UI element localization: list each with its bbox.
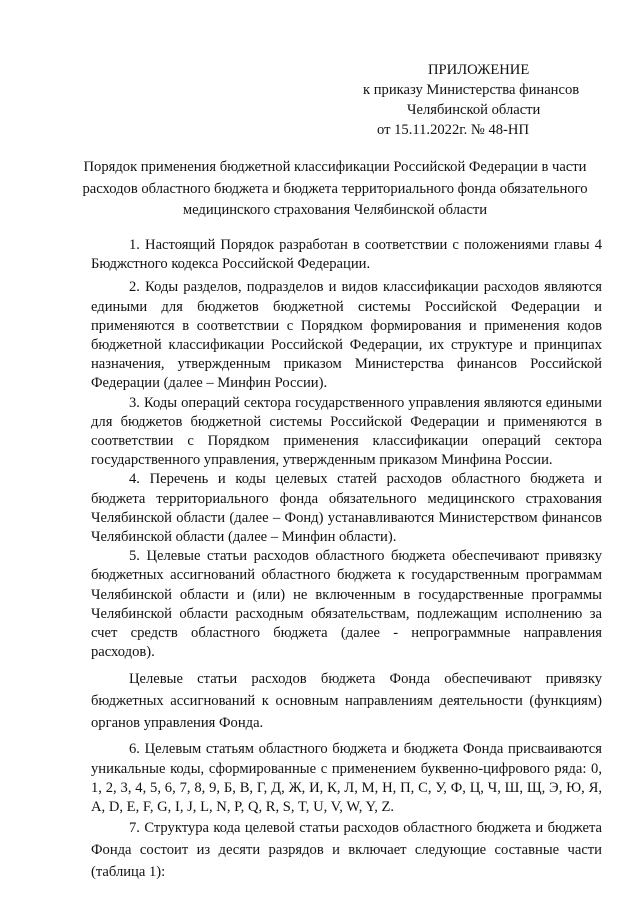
appendix-order-date: от 15.11.2022г. № 48-НП bbox=[377, 122, 530, 138]
paragraph-2: 2. Коды разделов, подразделов и видов классификации расходов являются едиными для бюджетов бюджетной системы Российской Федерации и применяются в соответствии с Порядком формирования и применения кодов бюджетной классификации Российской Федерации, их структуре и принципах назначения, утвержденным приказом Министерства финансов Российской Федерации (далее – Минфин России). bbox=[91, 279, 602, 392]
appendix-region: Челябинской области bbox=[407, 102, 541, 118]
paragraph-6: 6. Целевым статьям областного бюджета и бюджета Фонда присваиваются уникальные коды, сформированные с применением буквенно-цифрового ряда: 0, 1, 2, 3, 4, 5, 6, 7, 8, 9, Б, В, Г, Д, Ж, И, К, Л, М, Н, П, С, У, Ф, Ц, Ч, Ш, Щ, Э, Ю, Я, A, D, E, F, G, I, J, L, N, P, Q, R, S, T, U, V, W, Y, Z. bbox=[91, 741, 602, 816]
paragraph-4: 4. Перечень и коды целевых статей расходов областного бюджета и бюджета территориального фонда обязательного медицинского страхования Челябинской области (далее – Фонд) устанавливаются Министерством финансов Челябинской области (далее – Минфин области). bbox=[91, 471, 602, 546]
document-body bbox=[91, 236, 602, 883]
appendix-order-ref: к приказу Министерства финансов bbox=[363, 82, 580, 98]
paragraph-1: 1. Настоящий Порядок разработан в соответствии с положениями главы 4 Бюджстного кодекса Российской Федерации. bbox=[91, 237, 602, 273]
appendix-header bbox=[340, 60, 600, 140]
paragraph-3: 3. Коды операций сектора государственного управления являются едиными для бюджетов бюджетной системы Российской Федерации и применяются в соответствии с Порядком применения классификации операций сектора государственного управления, утвержденным приказом Минфина России. bbox=[91, 394, 602, 469]
paragraph-5: 5. Целевые статьи расходов областного бюджета обеспечивают привязку бюджетных ассигнований областного бюджета к государственным программам Челябинской области и (или) не включенным в государственные программы Челябинской области расходным обязательствам, подлежащим исполнению за счет средств областного бюджета (далее - непрограммные направления расходов). bbox=[91, 548, 602, 661]
appendix-label: ПРИЛОЖЕНИЕ bbox=[428, 62, 530, 78]
document-title: Порядок применения бюджетной классификации Российской Федерации в части расходов областного бюджета и бюджета территориального фонда обязательного медицинского страхования Челябинской области bbox=[82, 159, 588, 218]
paragraph-5-continued: Целевые статьи расходов бюджета Фонда обеспечивают привязку бюджетных ассигнований к основным направлениям деятельности (функциям) органов управления Фонда. bbox=[91, 671, 602, 732]
paragraph-7: 7. Структура кода целевой статьи расходов областного бюджета и бюджета Фонда состоит из десяти разрядов и включает следующие составные части (таблица 1): bbox=[91, 820, 602, 881]
